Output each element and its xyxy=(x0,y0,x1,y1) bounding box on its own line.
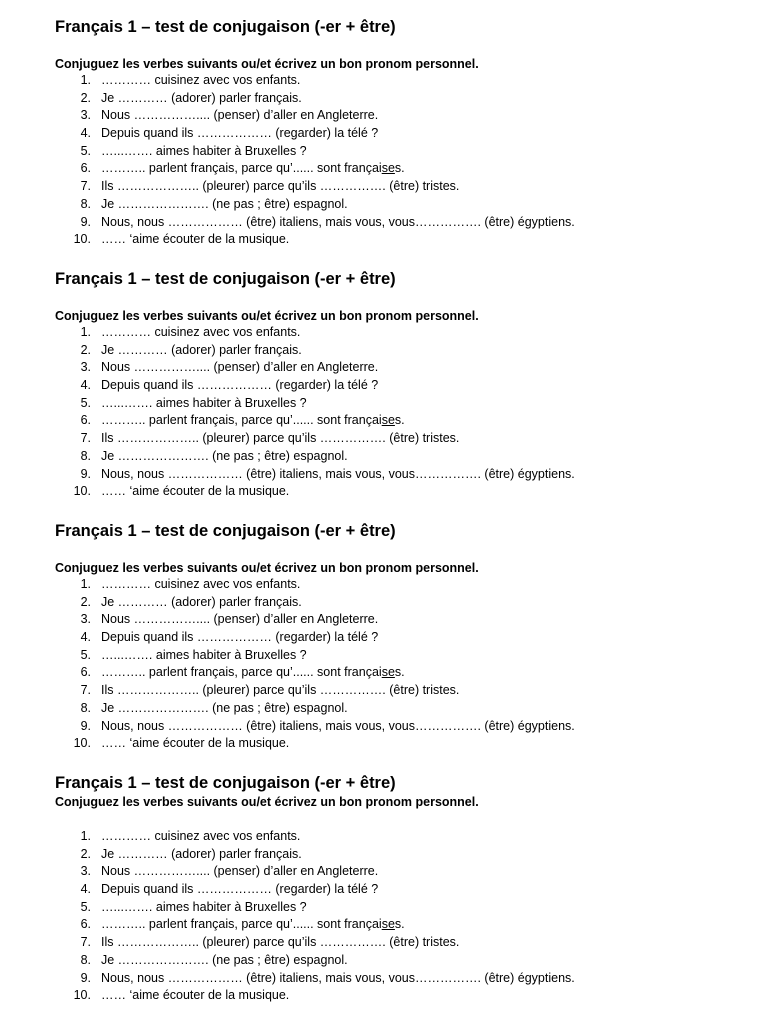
exercise-item xyxy=(55,916,755,934)
item-text-part: s. xyxy=(394,917,405,932)
item-text: Nous, nous ……………… (être) italiens, mais vous, vous……………. (être) égyptiens. xyxy=(101,466,575,481)
item-number: 4. xyxy=(80,630,91,645)
exercise-list xyxy=(55,576,755,753)
instruction-text: Conjuguez les verbes suivants ou/et écrivez un bon pronom personnel. xyxy=(55,57,479,71)
item-text: ………… cuisinez avec vos enfants. xyxy=(101,577,301,591)
exercise-list xyxy=(55,828,755,1005)
exercise-item xyxy=(55,576,755,594)
item-text: …...……. aimes habiter à Bruxelles ? xyxy=(101,143,307,158)
item-number: 10. xyxy=(73,988,91,1003)
item-number: 2. xyxy=(80,846,91,861)
underlined-letters: se xyxy=(381,413,395,428)
item-number: 10. xyxy=(73,484,91,499)
exercise-item xyxy=(55,125,755,143)
exercise-item xyxy=(55,359,755,377)
test-title: Français 1 – test de conjugaison (-er + être) xyxy=(55,774,396,792)
exercise-item xyxy=(55,970,755,988)
exercise-item xyxy=(55,214,755,232)
exercise-item xyxy=(55,196,755,214)
exercise-list xyxy=(55,324,755,501)
item-number: 3. xyxy=(80,360,91,375)
item-number: 6. xyxy=(80,665,91,680)
test-block xyxy=(55,268,755,501)
exercise-item xyxy=(55,466,755,484)
item-text: Depuis quand ils ……………… (regarder) la télé ? xyxy=(101,378,379,393)
item-text: Ils ……………….. (pleurer) parce qu’ils ……………. (être) tristes. xyxy=(101,683,460,698)
exercise-item xyxy=(55,647,755,665)
instruction-text: Conjuguez les verbes suivants ou/et écrivez un bon pronom personnel. xyxy=(55,795,479,809)
item-number: 8. xyxy=(80,196,91,211)
exercise-item xyxy=(55,342,755,360)
item-number: 5. xyxy=(80,395,91,410)
exercise-item xyxy=(55,611,755,629)
item-number: 6. xyxy=(80,413,91,428)
exercise-item xyxy=(55,664,755,682)
item-text: Je ………… (adorer) parler français. xyxy=(101,90,302,105)
test-title: Français 1 – test de conjugaison (-er + être) xyxy=(55,18,396,36)
item-text xyxy=(101,916,405,934)
item-text: Je …………………. (ne pas ; être) espagnol. xyxy=(101,952,348,967)
item-text: …… ‘aime écouter de la musique. xyxy=(101,484,290,499)
item-number: 4. xyxy=(80,378,91,393)
item-text: Depuis quand ils ……………… (regarder) la télé ? xyxy=(101,126,379,141)
item-number: 8. xyxy=(80,700,91,715)
item-text: Nous …………….... (penser) d’aller en Angleterre. xyxy=(101,360,379,375)
exercise-item xyxy=(55,881,755,899)
underlined-letters: se xyxy=(381,917,395,932)
exercise-item xyxy=(55,987,755,1005)
item-number: 9. xyxy=(80,214,91,229)
exercise-item xyxy=(55,735,755,753)
item-text: Je …………………. (ne pas ; être) espagnol. xyxy=(101,700,348,715)
item-text: Nous, nous ……………… (être) italiens, mais vous, vous……………. (être) égyptiens. xyxy=(101,970,575,985)
item-text: Nous, nous ……………… (être) italiens, mais vous, vous……………. (être) égyptiens. xyxy=(101,718,575,733)
item-text: Ils ……………….. (pleurer) parce qu’ils ……………. (être) tristes. xyxy=(101,179,460,194)
item-number: 5. xyxy=(80,647,91,662)
item-text: Nous …………….... (penser) d’aller en Angleterre. xyxy=(101,612,379,627)
item-number: 9. xyxy=(80,718,91,733)
item-text: Depuis quand ils ……………… (regarder) la télé ? xyxy=(101,630,379,645)
item-number: 3. xyxy=(80,864,91,879)
instruction-text: Conjuguez les verbes suivants ou/et écrivez un bon pronom personnel. xyxy=(55,561,479,575)
item-text-part: s. xyxy=(394,161,405,176)
item-number: 9. xyxy=(80,970,91,985)
item-text: Je ………… (adorer) parler français. xyxy=(101,594,302,609)
item-text: Je …………………. (ne pas ; être) espagnol. xyxy=(101,196,348,211)
item-text: …...……. aimes habiter à Bruxelles ? xyxy=(101,899,307,914)
exercise-list xyxy=(55,72,755,249)
item-number: 1. xyxy=(80,577,91,591)
item-text-part: ……….. parlent français, parce qu’...... sont françai xyxy=(101,917,382,932)
exercise-item xyxy=(55,863,755,881)
instruction-text: Conjuguez les verbes suivants ou/et écrivez un bon pronom personnel. xyxy=(55,309,479,323)
item-number: 2. xyxy=(80,90,91,105)
item-text: …...……. aimes habiter à Bruxelles ? xyxy=(101,647,307,662)
exercise-item xyxy=(55,143,755,161)
item-text: Je …………………. (ne pas ; être) espagnol. xyxy=(101,448,348,463)
exercise-item xyxy=(55,72,755,90)
exercise-item xyxy=(55,448,755,466)
exercise-item xyxy=(55,934,755,952)
exercise-item xyxy=(55,412,755,430)
item-text: ………… cuisinez avec vos enfants. xyxy=(101,325,301,339)
item-text: Je ………… (adorer) parler français. xyxy=(101,342,302,357)
item-number: 7. xyxy=(80,179,91,194)
test-title: Français 1 – test de conjugaison (-er + être) xyxy=(55,270,396,288)
exercise-item xyxy=(55,483,755,501)
exercise-item xyxy=(55,430,755,448)
item-text: Ils ……………….. (pleurer) parce qu’ils ……………. (être) tristes. xyxy=(101,431,460,446)
item-number: 10. xyxy=(73,232,91,247)
item-text: Depuis quand ils ……………… (regarder) la télé ? xyxy=(101,882,379,897)
exercise-item xyxy=(55,90,755,108)
item-number: 7. xyxy=(80,431,91,446)
item-number: 5. xyxy=(80,143,91,158)
item-text: …… ‘aime écouter de la musique. xyxy=(101,232,290,247)
item-number: 2. xyxy=(80,594,91,609)
item-number: 1. xyxy=(80,325,91,339)
item-number: 9. xyxy=(80,466,91,481)
exercise-item xyxy=(55,178,755,196)
item-number: 7. xyxy=(80,935,91,950)
exercise-item xyxy=(55,231,755,249)
item-text-part: s. xyxy=(394,665,405,680)
exercise-item xyxy=(55,899,755,917)
item-text-part: ……….. parlent français, parce qu’...... sont françai xyxy=(101,413,382,428)
exercise-item xyxy=(55,700,755,718)
item-text-part: ……….. parlent français, parce qu’...... sont françai xyxy=(101,161,382,176)
item-text-part: s. xyxy=(394,413,405,428)
item-number: 7. xyxy=(80,683,91,698)
test-block xyxy=(55,520,755,753)
item-number: 6. xyxy=(80,917,91,932)
exercise-item xyxy=(55,594,755,612)
item-number: 5. xyxy=(80,899,91,914)
item-text: Nous …………….... (penser) d’aller en Angleterre. xyxy=(101,108,379,123)
test-block xyxy=(55,772,755,1005)
item-text: ………… cuisinez avec vos enfants. xyxy=(101,829,301,843)
item-number: 4. xyxy=(80,882,91,897)
item-text xyxy=(101,160,405,178)
item-text: …… ‘aime écouter de la musique. xyxy=(101,988,290,1003)
test-title: Français 1 – test de conjugaison (-er + être) xyxy=(55,522,396,540)
exercise-item xyxy=(55,324,755,342)
exercise-item xyxy=(55,629,755,647)
item-text: ………… cuisinez avec vos enfants. xyxy=(101,73,301,87)
underlined-letters: se xyxy=(381,665,395,680)
item-number: 3. xyxy=(80,108,91,123)
item-number: 4. xyxy=(80,126,91,141)
item-number: 3. xyxy=(80,612,91,627)
item-text: Ils ……………….. (pleurer) parce qu’ils ……………. (être) tristes. xyxy=(101,935,460,950)
item-number: 10. xyxy=(73,736,91,751)
exercise-item xyxy=(55,828,755,846)
item-number: 1. xyxy=(80,829,91,843)
exercise-item xyxy=(55,682,755,700)
exercise-item xyxy=(55,160,755,178)
item-number: 8. xyxy=(80,952,91,967)
item-text xyxy=(101,664,405,682)
item-text: Je ………… (adorer) parler français. xyxy=(101,846,302,861)
item-text: …...……. aimes habiter à Bruxelles ? xyxy=(101,395,307,410)
item-text: …… ‘aime écouter de la musique. xyxy=(101,736,290,751)
item-text xyxy=(101,412,405,430)
exercise-item xyxy=(55,718,755,736)
item-number: 8. xyxy=(80,448,91,463)
item-text-part: ……….. parlent français, parce qu’...... sont françai xyxy=(101,665,382,680)
exercise-item xyxy=(55,952,755,970)
exercise-item xyxy=(55,107,755,125)
item-number: 1. xyxy=(80,73,91,87)
item-number: 6. xyxy=(80,161,91,176)
item-text: Nous, nous ……………… (être) italiens, mais vous, vous……………. (être) égyptiens. xyxy=(101,214,575,229)
item-text: Nous …………….... (penser) d’aller en Angleterre. xyxy=(101,864,379,879)
exercise-item xyxy=(55,395,755,413)
underlined-letters: se xyxy=(381,161,395,176)
test-block xyxy=(55,16,755,249)
exercise-item xyxy=(55,846,755,864)
item-number: 2. xyxy=(80,342,91,357)
exercise-item xyxy=(55,377,755,395)
